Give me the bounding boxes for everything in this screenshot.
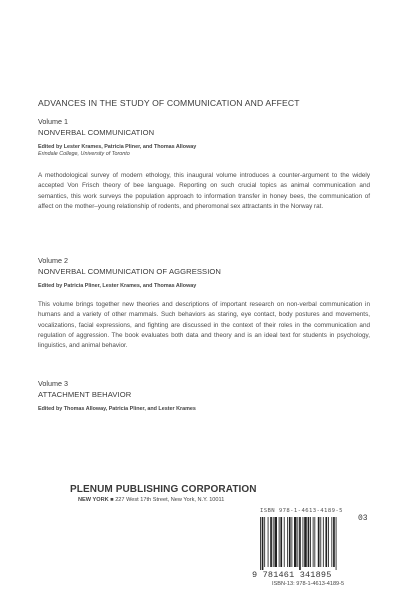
volume-2-header [38, 256, 368, 289]
barcode-image [258, 517, 370, 571]
barcode-bar [297, 517, 298, 567]
volume-title: NONVERBAL COMMUNICATION [38, 128, 155, 137]
barcode-bar [262, 517, 264, 570]
barcode-addon: 03 [358, 514, 368, 523]
volume-number: Volume 3 [38, 379, 68, 388]
volume-title: ATTACHMENT BEHAVIOR [38, 390, 132, 399]
publisher-city: NEW YORK [78, 497, 109, 503]
publisher-name: PLENUM PUBLISHING CORPORATION [70, 484, 257, 495]
barcode-bar [331, 517, 332, 567]
barcode-bar [313, 517, 314, 567]
isbn-top-label: ISBN 978-1-4613-4189-5 [260, 508, 343, 514]
barcode-bar [294, 517, 297, 567]
barcode-bar [303, 517, 304, 567]
volume-3-header [38, 379, 368, 412]
barcode-bar [325, 517, 327, 567]
isbn-13-label: ISBN-13: 978-1-4613-4189-5 [272, 581, 345, 587]
barcode-bar [333, 517, 335, 567]
volume-editors: Edited by Lester Krames, Patricia Pliner, and Thomas Alloway [38, 144, 197, 150]
barcode-bar [264, 517, 265, 567]
barcode-bar [328, 517, 329, 567]
volume-2-description: This volume brings together new theories and descriptions of important research on non-verbal communication in humans and a variety of other mammals. Such behaviors as staring, eye contact, body postures and movements, vocalizations, facial expressions, and fighting are discussed in the context of their roles in the communication and regulation of aggression. The book evaluates both data and theory and is an ideal text for students in psychology, linguistics, and animal behavior. [38, 301, 370, 350]
barcode-bar [299, 517, 301, 570]
volume-1-description: A methodological survey of modern ethology, this inaugural volume introduces a counter-argument to the widely accepted Von Frisch theory of bee language. Reporting on such crucial topics as animal communication and semantics, this work surveys the population approach to information transfer in honey bees, the communication of affect on the mother–young relationship of rodents, and pheromonal sex attractants in the Norway rat. [38, 172, 370, 210]
barcode-bar [284, 517, 285, 567]
bullet-separator-icon: ■ [110, 497, 114, 503]
volume-number: Volume 1 [38, 117, 68, 126]
barcode-bar [318, 517, 320, 567]
barcode-bar [304, 517, 307, 567]
barcode-block [252, 508, 370, 590]
publisher-address: 227 West 17th Street, New York, N.Y. 10011 [115, 497, 225, 503]
volume-title: NONVERBAL COMMUNICATION OF AGGRESSION [38, 267, 222, 276]
volume-number: Volume 2 [38, 256, 68, 265]
barcode-bar [268, 517, 269, 567]
barcode-bar [260, 517, 261, 570]
barcode-bar [310, 517, 311, 567]
barcode-bar [287, 517, 288, 567]
barcode-bar [291, 517, 292, 567]
barcode-bar [289, 517, 291, 567]
barcode-bar [273, 517, 274, 567]
volume-editors: Edited by Thomas Alloway, Patricia Pliner, and Lester Krames [38, 406, 196, 412]
barcode-bar [274, 517, 277, 567]
publisher-address-line [78, 497, 224, 503]
volume-affiliation: Erindale College, University of Toronto [38, 151, 130, 157]
barcode-digits: 9 781461 341895 [252, 570, 332, 580]
barcode-bar [314, 517, 315, 567]
barcode-bar [308, 517, 310, 567]
barcode-bar [280, 517, 282, 567]
series-title: ADVANCES IN THE STUDY OF COMMUNICATION AND AFFECT [38, 98, 300, 108]
barcode-bar [279, 517, 280, 567]
volume-1-header [38, 117, 368, 157]
barcode-bar [323, 517, 324, 567]
barcode-bar [336, 517, 337, 570]
barcode-bar [320, 517, 321, 567]
volume-editors: Edited by Patricia Pliner, Lester Krames, and Thomas Alloway [38, 283, 197, 289]
barcode-bar [270, 517, 272, 567]
